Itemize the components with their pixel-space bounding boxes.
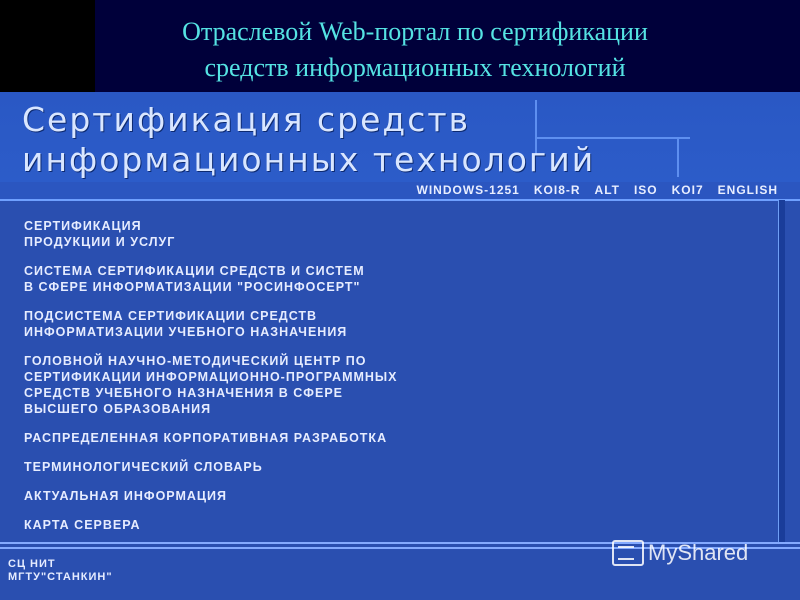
portal-footer (8, 558, 113, 584)
menu-item-news[interactable]: АКТУАЛЬНАЯ ИНФОРМАЦИЯ (24, 489, 228, 503)
encoding-link-alt[interactable]: ALT (594, 183, 620, 197)
encoding-link-windows-1251[interactable]: WINDOWS-1251 (416, 183, 520, 197)
encoding-link-koi7[interactable]: KOI7 (671, 183, 704, 197)
footer-line2: МГТУ"СТАНКИН" (8, 571, 113, 583)
footer-line1: СЦ НИТ (8, 558, 56, 570)
frame-right-edge (778, 200, 785, 542)
slide-title-band (0, 0, 800, 92)
encoding-link-iso[interactable]: ISO (633, 183, 658, 197)
banner-decor-line (677, 137, 679, 177)
menu-item-site-map[interactable]: КАРТА СЕРВЕРА (24, 518, 141, 532)
title-left-stripe (0, 0, 95, 92)
menu-item-educational-subsystem[interactable]: ПОДСИСТЕМА СЕРТИФИКАЦИИ СРЕДСТВ ИНФОРМАТИЗАЦИИ УЧЕБНОГО НАЗНАЧЕНИЯ (24, 309, 348, 339)
encoding-links (417, 183, 779, 197)
slide-title (100, 14, 730, 86)
portal-banner-title (22, 100, 595, 180)
menu-item-glossary[interactable]: ТЕРМИНОЛОГИЧЕСКИЙ СЛОВАРЬ (24, 460, 263, 474)
myshared-watermark (612, 540, 748, 566)
banner-title-line2: информационных технологий (22, 140, 596, 179)
menu-item-methodical-center[interactable]: ГОЛОВНОЙ НАУЧНО-МЕТОДИЧЕСКИЙ ЦЕНТР ПО СЕРТИФИКАЦИИ ИНФОРМАЦИОННО-ПРОГРАММНЫХ СРЕДСТВ УЧЕБНОГО НАЗНАЧЕНИЯ В СФЕРЕ ВЫСШЕГО ОБРАЗОВАНИЯ (24, 354, 398, 416)
menu-item-distributed-development[interactable]: РАСПРЕДЕЛЕННАЯ КОРПОРАТИВНАЯ РАЗРАБОТКА (24, 431, 388, 445)
menu-item-rosinfosert[interactable]: СИСТЕМА СЕРТИФИКАЦИИ СРЕДСТВ И СИСТЕМ В СФЕРЕ ИНФОРМАТИЗАЦИИ "РОСИНФОСЕРТ" (24, 264, 365, 294)
encoding-bar-divider (0, 199, 800, 201)
banner-title-line1: Сертификация средств (22, 100, 471, 139)
portal-screenshot (0, 92, 800, 600)
encoding-link-koi8-r[interactable]: KOI8-R (533, 183, 581, 197)
slide-title-line1: Отраслевой Web-портал по сертификации (182, 17, 648, 46)
slide-title-line2: средств информационных технологий (204, 53, 626, 82)
presentation-screen-icon (612, 540, 644, 566)
portal-banner (0, 92, 800, 184)
encoding-link-english[interactable]: ENGLISH (717, 183, 778, 197)
portal-menu (24, 218, 444, 546)
watermark-text: MyShared (648, 540, 749, 565)
menu-item-certification[interactable]: СЕРТИФИКАЦИЯ ПРОДУКЦИИ И УСЛУГ (24, 219, 176, 249)
